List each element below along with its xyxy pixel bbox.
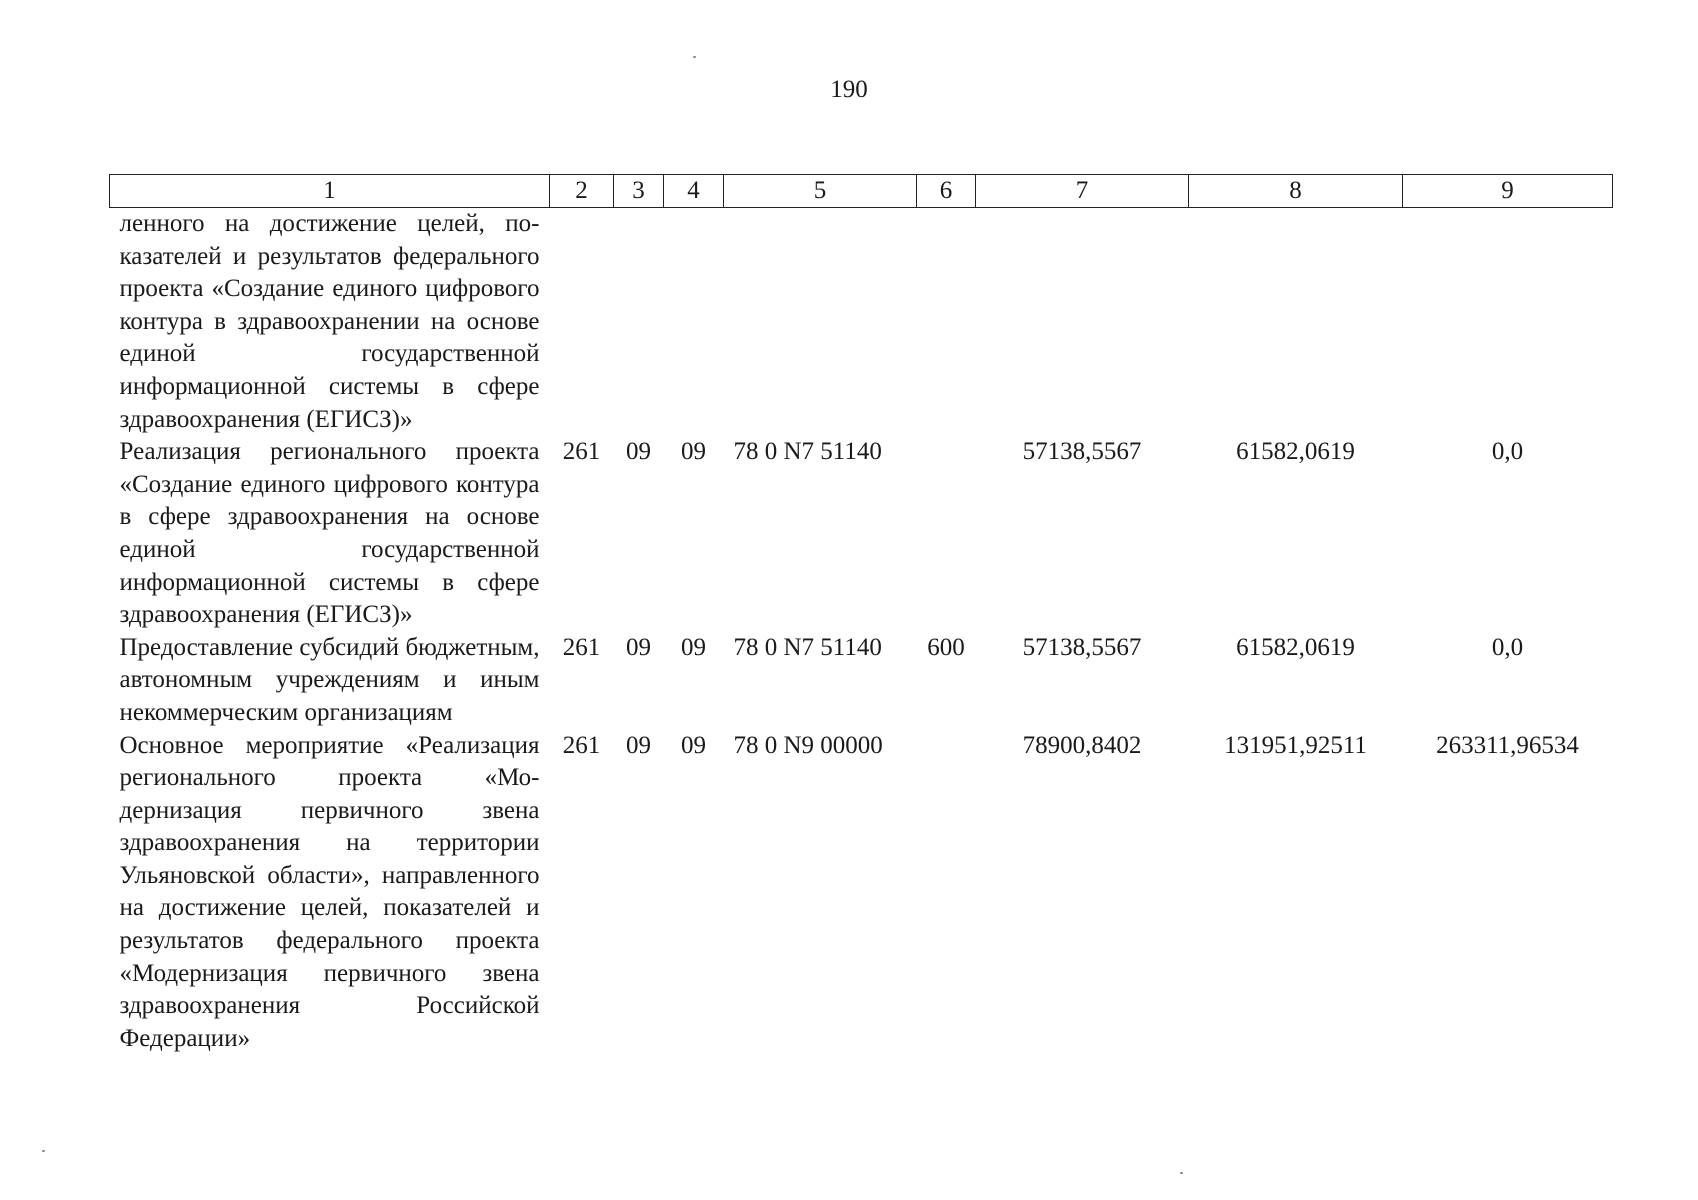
amount-col7: 57138,5567: [1022, 633, 1142, 661]
grbs-cell: [550, 208, 614, 437]
target-article-cell: 78 0 N9 00000: [733, 731, 883, 759]
amount-col9: 263311,96534: [1436, 731, 1579, 759]
amount-col9: [1403, 208, 1613, 437]
target-article-cell: [724, 208, 917, 437]
amount-col7: [976, 208, 1189, 437]
column-header: 3: [614, 175, 664, 208]
target-article-cell: 78 0 N7 51140: [733, 438, 882, 466]
scan-speck: [1180, 1172, 1183, 1174]
scan-speck: [693, 56, 696, 58]
target-article-cell: 78 0 N7 51140: [733, 633, 882, 661]
row-description: ленного на достижение целей, показателей и результатов федерального проекта «Создание единого цифрового контура в здравоохранении на основе единой государственной информационной системы в сфере здравоохранения (ЕГИСЗ)»: [119, 210, 540, 433]
section-cell: 09: [626, 438, 651, 466]
budget-table: [109, 174, 1613, 1055]
column-header: 7: [976, 175, 1189, 208]
subsection-cell: 09: [681, 731, 706, 759]
row-description: Основное мероприятие «Реализация регионального проекта «Модернизация первичного звена здравоохранения на территории Ульяновской области», направленного на достижение целей, показателей и результатов федерального проекта «Модернизация первичного звена здравоохранения Российской Федерации»: [119, 731, 540, 1052]
expense-type-cell: [917, 208, 976, 437]
table-row: [110, 208, 1613, 437]
row-description: Реализация регионального проекта «Создание единого цифрового контура в сфере здравоохранения на основе единой государственной информационной системы в сфере здравоохранения (ЕГИСЗ)»: [119, 438, 540, 629]
expense-type-cell: [917, 730, 976, 1056]
amount-col7: 57138,5567: [1022, 438, 1142, 466]
column-header: 1: [110, 175, 550, 208]
amount-col7: 78900,8402: [1022, 731, 1142, 759]
table-row: [110, 632, 1613, 730]
expense-type-cell: [917, 436, 976, 632]
column-header: 9: [1403, 175, 1613, 208]
column-header: 8: [1189, 175, 1403, 208]
amount-col9: 0,0: [1491, 633, 1524, 661]
column-header: 4: [664, 175, 724, 208]
subsection-cell: 09: [681, 438, 706, 466]
expense-type-cell: 600: [927, 633, 965, 661]
column-header: 6: [917, 175, 976, 208]
amount-col8: 131951,92511: [1224, 731, 1367, 759]
row-description: Предоставление субсидий бюджетным, автономным учреждениям и иным некоммерческим организациям: [119, 633, 540, 726]
table-row: [110, 436, 1613, 632]
section-cell: 09: [626, 731, 651, 759]
amount-col8: 61582,0619: [1236, 438, 1355, 466]
table-row: [110, 730, 1613, 1056]
grbs-cell: 261: [562, 438, 601, 466]
section-cell: 09: [626, 633, 651, 661]
column-numbers-row: [110, 175, 1613, 208]
grbs-cell: 261: [562, 633, 601, 661]
column-header: 5: [724, 175, 917, 208]
section-cell: [614, 208, 664, 437]
amount-col9: 0,0: [1491, 438, 1524, 466]
grbs-cell: 261: [562, 731, 601, 759]
page-number: 190: [830, 76, 868, 103]
amount-col8: [1189, 208, 1403, 437]
subsection-cell: 09: [681, 633, 706, 661]
scan-speck: [42, 1150, 45, 1152]
amount-col8: 61582,0619: [1236, 633, 1355, 661]
subsection-cell: [664, 208, 724, 437]
column-header: 2: [550, 175, 614, 208]
